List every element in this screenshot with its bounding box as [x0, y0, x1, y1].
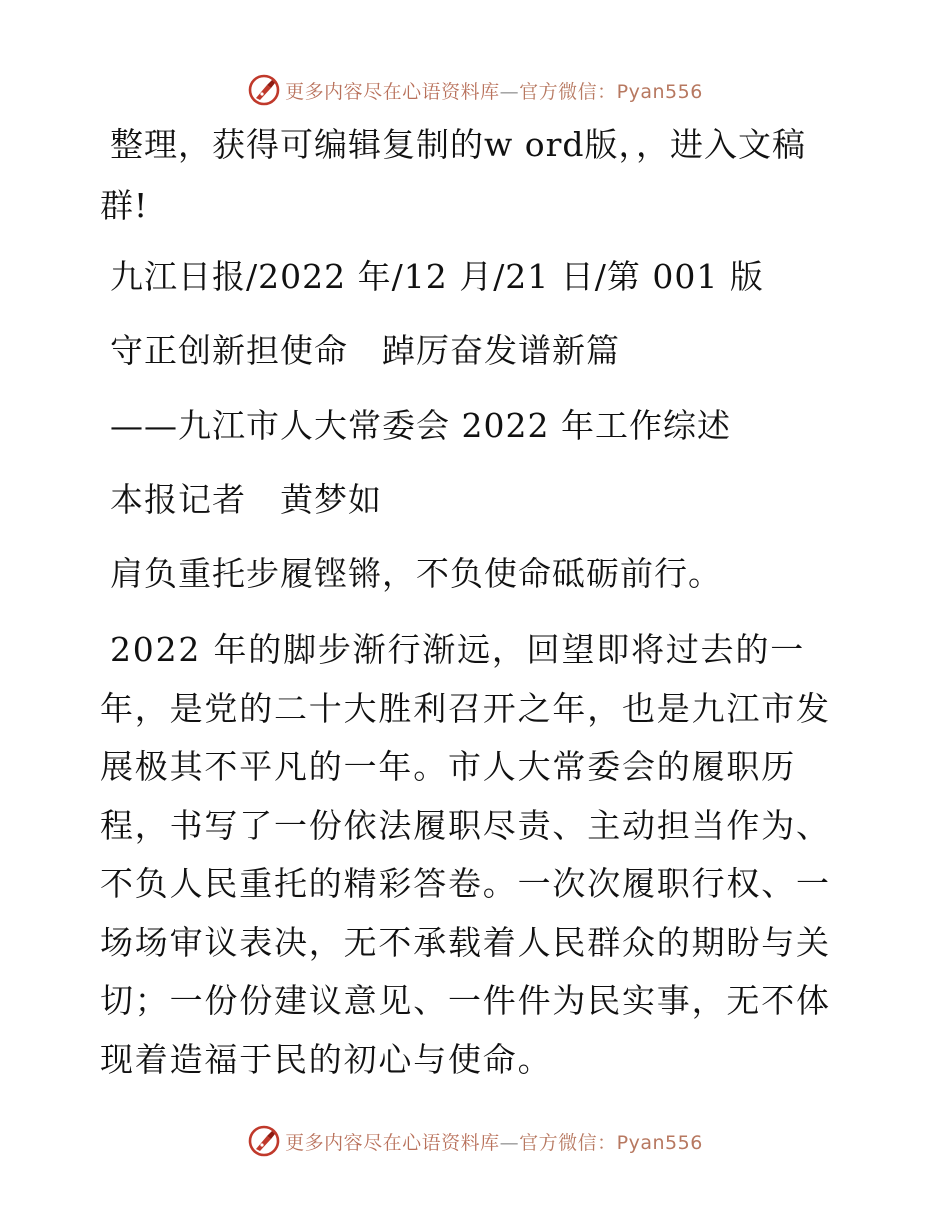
- footer-watermark: [0, 1121, 950, 1161]
- intro-line-2: 群!: [100, 186, 149, 225]
- watermark-text: 更多内容尽在心语资料库—官方微信：Pyan556: [285, 80, 703, 103]
- watermark-text: 更多内容尽在心语资料库—官方微信：Pyan556: [285, 1131, 703, 1154]
- pen-nib-logo-icon: [247, 1124, 281, 1158]
- header-watermark: [0, 70, 950, 110]
- body-paragraph: 2022 年的脚步渐行渐远，回望即将过去的一年，是党的二十大胜利召开之年，也是九江市发展极其不平凡的一年。市人大常委会的履职历程，书写了一份依法履职尽责、主动担当作为、不负人民重托的精彩答卷。一次次履职行权、一场场审议表决，无不承载着人民群众的期盼与关切；一份份建议意见、一件件为民实事，无不体现着造福于民的初心与使命。: [100, 630, 831, 1079]
- intro-line-1: 整理，获得可编辑复制的w ord版，，进入文稿: [110, 125, 807, 164]
- pen-nib-logo-icon: [247, 73, 281, 107]
- source-line: 九江日报/2022 年/12 月/21 日/第 001 版: [110, 257, 764, 296]
- byline: 本报记者 黄梦如: [110, 480, 382, 519]
- article-title: 守正创新担使命 踔厉奋发谱新篇: [110, 331, 620, 370]
- lead-sentence: 肩负重托步履铿锵，不负使命砥砺前行。: [110, 554, 722, 593]
- article-subtitle: ——九江市人大常委会 2022 年工作综述: [110, 406, 731, 445]
